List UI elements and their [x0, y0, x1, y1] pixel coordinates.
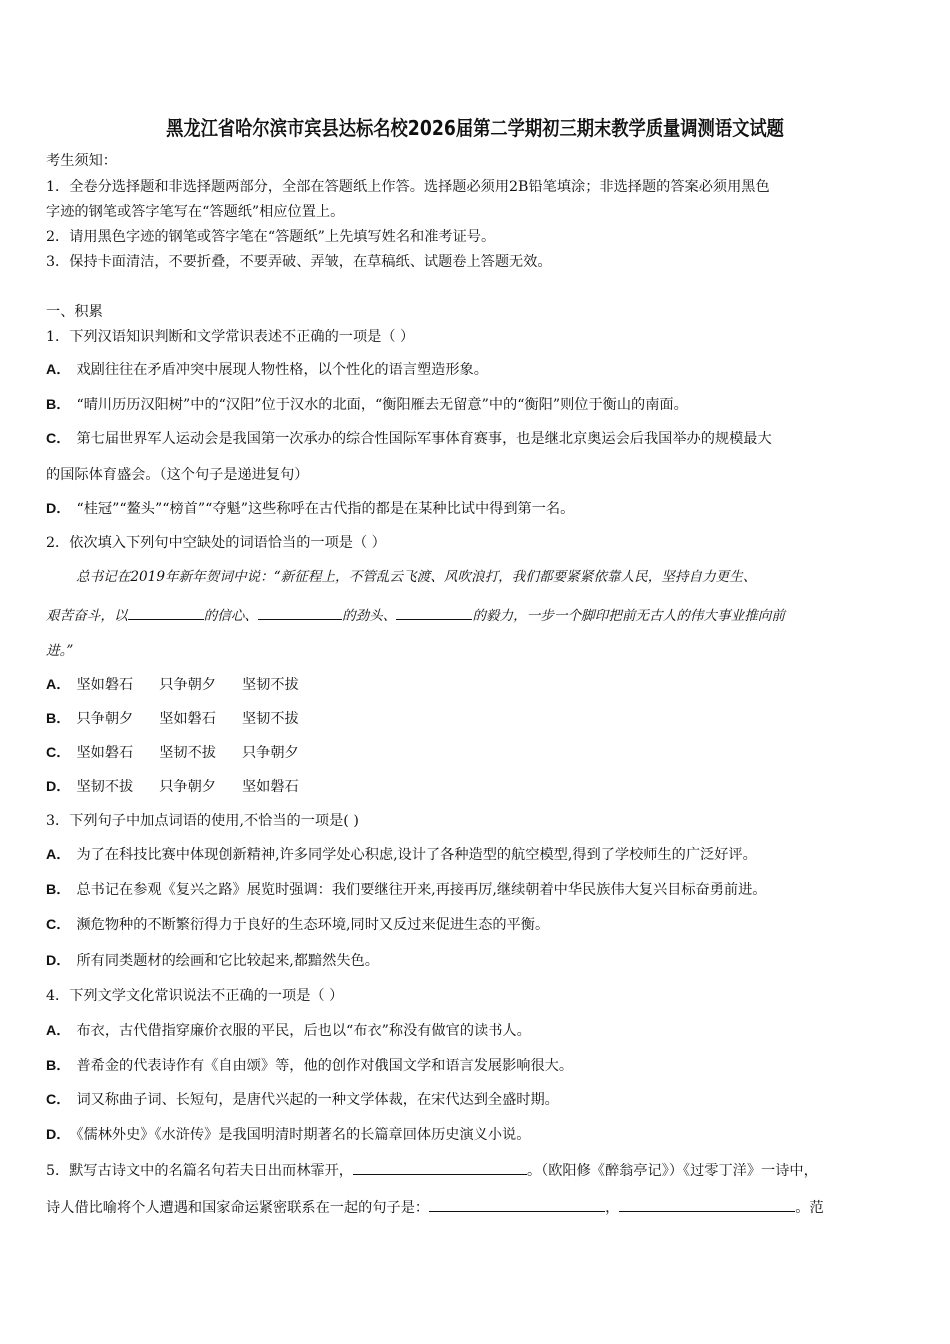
question-5-text: 诗人借比喻将个人遭遇和国家命运紧密联系在一起的句子是： — [46, 1200, 430, 1216]
question-2-option-c[interactable] — [46, 744, 299, 762]
question-1-option-c-cont: 的国际体育盛会。（这个句子是递进复句） — [46, 467, 309, 483]
option-label: C． — [46, 917, 71, 933]
notice-item-1-cont: 字迹的钢笔或答字笔写在“答题纸”相应位置上。 — [46, 204, 345, 220]
notice-item-1: 1．全卷分选择题和非选择题两部分，全部在答题纸上作答。选择题必须用2B铅笔填涂；非选择题的答案必须用黑色 — [46, 179, 770, 195]
option-word: 坚如磐石 — [76, 745, 134, 761]
option-text: 词又称曲子词、长短句，是唐代兴起的一种文学体裁，在宋代达到全盛时期。 — [76, 1092, 559, 1108]
option-label: D． — [46, 779, 71, 795]
answer-blank-1[interactable] — [128, 605, 204, 620]
option-text: 布衣，古代借指穿廉价衣服的平民，后也以“布衣”称没有做官的读书人。 — [76, 1023, 531, 1039]
option-word: 只争朝夕 — [241, 745, 299, 761]
option-label: A． — [46, 847, 71, 863]
option-word: 只争朝夕 — [159, 677, 216, 693]
option-text: “桂冠”“鳌头”“榜首”“夺魁”这些称呼在古代指的都是在某种比试中得到第一名。 — [76, 501, 575, 517]
question-1-option-d[interactable] — [46, 500, 574, 518]
question-1-option-b[interactable] — [46, 396, 688, 414]
option-word: 只争朝夕 — [76, 711, 134, 727]
answer-blank-q5-3[interactable] — [619, 1197, 795, 1212]
question-3-stem: 3．下列句子中加点词语的使用,不恰当的一项是( ) — [46, 813, 359, 829]
option-text: 濒危物种的不断繁衍得力于良好的生态环境,同时又反过来促进生态的平衡。 — [76, 917, 550, 933]
option-word: 坚韧不拔 — [76, 779, 134, 795]
option-text: 为了在科技比赛中体现创新精神,许多同学处心积虑,设计了各种造型的航空模型,得到了学校师生的广泛好评。 — [76, 847, 757, 863]
question-5-line-1 — [46, 1160, 818, 1180]
option-label: A． — [46, 362, 71, 378]
option-label: C． — [46, 1092, 71, 1108]
option-text: 戏剧往往在矛盾冲突中展现人物性格，以个性化的语言塑造形象。 — [76, 362, 488, 378]
section-heading: 一、积累 — [46, 304, 103, 320]
option-word: 坚韧不拔 — [241, 711, 299, 727]
question-4-option-b[interactable] — [46, 1057, 573, 1075]
option-label: B． — [46, 397, 71, 413]
question-5-text: 。（欧阳修《醉翁亭记》）《过零丁洋》一诗中， — [526, 1163, 818, 1179]
option-text: 第七届世界军人运动会是我国第一次承办的综合性国际军事体育赛事，也是继北京奥运会后我国举办的规模最大 — [76, 431, 772, 447]
option-text: 总书记在参观《复兴之路》展览时强调：我们要继往开来,再接再厉,继续朝着中华民族伟大复兴目标奋勇前进。 — [76, 882, 767, 898]
option-label: B． — [46, 711, 71, 727]
notice-heading: 考生须知： — [46, 153, 117, 169]
option-label: A． — [46, 1023, 71, 1039]
option-word: 坚韧不拔 — [241, 677, 299, 693]
answer-blank-2[interactable] — [258, 605, 342, 620]
option-word: 坚如磐石 — [76, 677, 134, 693]
question-2-option-b[interactable] — [46, 710, 299, 728]
question-2-stem: 2．依次填入下列句中空缺处的词语恰当的一项是（ ） — [46, 535, 386, 551]
question-1-option-c[interactable] — [46, 430, 772, 448]
option-text: 所有同类题材的绘画和它比较起来,都黯然失色。 — [76, 953, 379, 969]
question-5-text: 。范 — [795, 1200, 824, 1216]
passage-text: 的信心、 — [203, 608, 258, 624]
question-3-option-d[interactable] — [46, 952, 379, 970]
option-label: D． — [46, 1127, 71, 1143]
option-label: D． — [46, 953, 71, 969]
option-label: D． — [46, 501, 71, 517]
question-1-option-a[interactable] — [46, 361, 488, 379]
passage-text: 艰苦奋斗，以 — [46, 608, 128, 624]
question-2-option-d[interactable] — [46, 778, 299, 796]
exam-title: 黑龙江省哈尔滨市宾县达标名校2026届第二学期初三期末教学质量调测语文试题 — [166, 116, 784, 140]
question-2-option-a[interactable] — [46, 676, 299, 694]
option-word: 只争朝夕 — [159, 779, 216, 795]
question-5-line-2 — [46, 1197, 824, 1217]
option-word: 坚如磐石 — [159, 711, 216, 727]
passage-text: 的劲头、 — [341, 608, 397, 624]
option-label: B． — [46, 882, 71, 898]
notice-item-3: 3．保持卡面清洁，不要折叠，不要弄破、弄皱，在草稿纸、试题卷上答题无效。 — [46, 254, 552, 270]
answer-blank-q5-1[interactable] — [353, 1160, 527, 1175]
question-4-stem: 4．下列文学文化常识说法不正确的一项是（ ） — [46, 988, 344, 1004]
option-text: 普希金的代表诗作有《自由颂》等，他的创作对俄国文学和语言发展影响很大。 — [76, 1058, 574, 1074]
question-5-text: 5．默写古诗文中的名篇名句若夫日出而林霏开， — [46, 1163, 353, 1179]
passage-text: 的毅力，一步一个脚印把前无古人的伟大事业推向前 — [472, 608, 785, 624]
option-text: “晴川历历汉阳树”中的“汉阳”位于汉水的北面，“衡阳雁去无留意”中的“衡阳”则位于衡山的南面。 — [76, 397, 688, 413]
question-4-option-d[interactable] — [46, 1126, 530, 1144]
question-3-option-b[interactable] — [46, 881, 766, 899]
option-label: A． — [46, 677, 71, 693]
question-5-text: ， — [605, 1200, 620, 1216]
option-label: C． — [46, 431, 71, 447]
question-1-stem: 1．下列汉语知识判断和文学常识表述不正确的一项是（ ） — [46, 329, 415, 345]
answer-blank-q5-2[interactable] — [429, 1197, 605, 1212]
option-text: 《儒林外史》《水浒传》是我国明清时期著名的长篇章回体历史演义小说。 — [76, 1127, 531, 1143]
question-3-option-a[interactable] — [46, 846, 757, 864]
option-word: 坚韧不拔 — [159, 745, 216, 761]
question-2-passage-1: 总书记在2019年新年贺词中说：“新征程上，不管乱云飞渡、风吹浪打，我们都要紧紧依靠人民，坚持自力更生、 — [76, 569, 757, 585]
question-4-option-c[interactable] — [46, 1091, 559, 1109]
notice-item-2: 2．请用黑色字迹的钢笔或答字笔在“答题纸”上先填写姓名和准考证号。 — [46, 229, 496, 245]
question-4-option-a[interactable] — [46, 1022, 531, 1040]
question-3-option-c[interactable] — [46, 916, 549, 934]
option-label: C． — [46, 745, 71, 761]
question-2-passage-3: 进。” — [46, 643, 74, 659]
question-2-passage-2 — [46, 605, 785, 625]
option-label: B． — [46, 1058, 71, 1074]
answer-blank-3[interactable] — [396, 605, 472, 620]
option-word: 坚如磐石 — [241, 779, 299, 795]
